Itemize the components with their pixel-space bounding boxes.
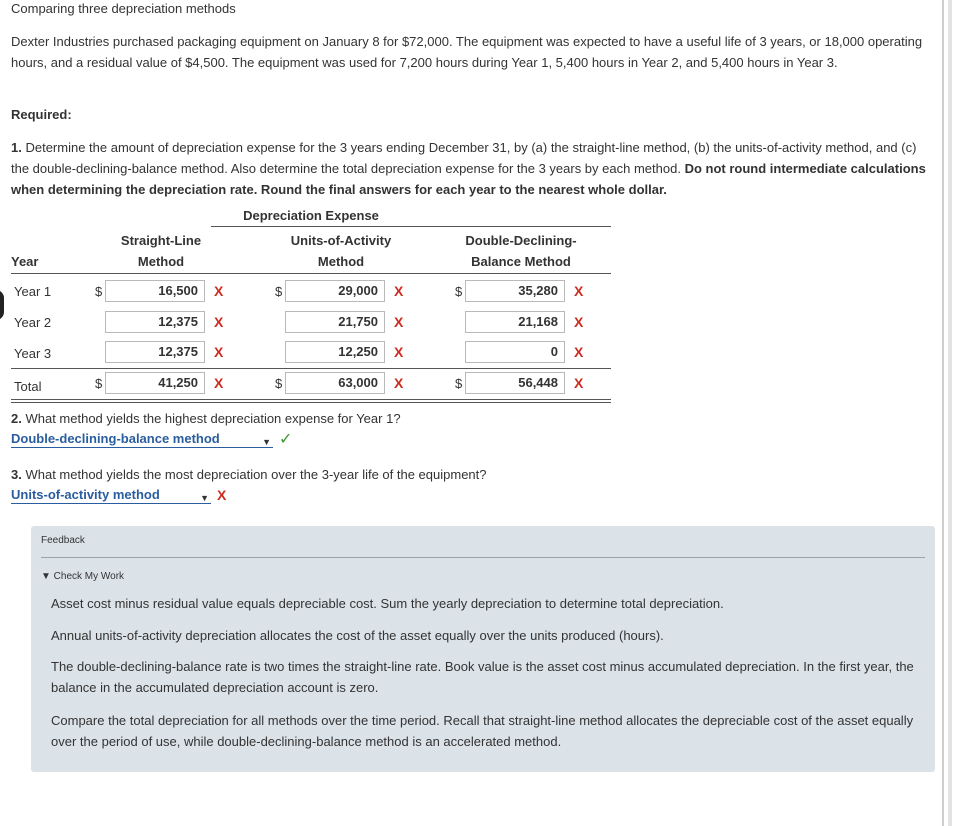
instruction-number: 1. xyxy=(11,140,22,155)
instruction-rounding-note: Do not round intermediate calculations when determining the depreciation rate. Round the final answers for each year to the nearest whole dollar. xyxy=(11,161,926,197)
incorrect-icon: X xyxy=(574,344,584,360)
dollar-sign: $ xyxy=(95,284,103,299)
question-3-text: What method yields the most depreciation over the 3-year life of the equipment? xyxy=(25,467,487,482)
check-my-work-toggle[interactable]: ▼ Check My Work xyxy=(41,571,125,582)
input-year3-units-of-activity[interactable]: 12,250 xyxy=(285,341,385,363)
input-total-units-of-activity[interactable]: 63,000 xyxy=(285,372,385,394)
table-title-rule xyxy=(211,226,611,227)
header-ddb-l2: Balance Method xyxy=(471,254,571,269)
chevron-down-icon: ▼ xyxy=(200,493,209,503)
feedback-divider xyxy=(41,557,925,558)
question-3-dropdown[interactable] xyxy=(11,487,211,504)
required-heading: Required: xyxy=(11,107,72,122)
total-double-rule-bottom xyxy=(11,402,611,403)
incorrect-icon: X xyxy=(214,375,224,391)
dollar-sign: $ xyxy=(275,376,283,391)
subtotal-rule xyxy=(11,368,611,369)
row-label-year-3: Year 3 xyxy=(14,346,52,361)
question-2-number: 2. xyxy=(11,411,22,426)
problem-statement: Dexter Industries purchased packaging equipment on January 8 for $72,000. The equipment was expected to have a useful life of 3 years, or 18,000 operating hours, and a residual value of $4,500. The equipment was used for 7,200 hours during Year 1, 5,400 hours in Year 2, and 5,400 hours in Year 3. xyxy=(11,34,923,70)
input-year1-straight-line[interactable]: 16,500 xyxy=(105,280,205,302)
input-total-double-declining[interactable]: 56,448 xyxy=(465,372,565,394)
header-rule xyxy=(11,273,611,274)
feedback-paragraph: The double-declining-balance rate is two times the straight-line rate. Book value is the asset cost minus accumulated depreciation. In the first year, the balance in the accumulated depreciation account is zero. xyxy=(51,659,914,695)
input-year2-double-declining[interactable]: 21,168 xyxy=(465,311,565,333)
header-units-of-activity xyxy=(261,230,421,272)
feedback-paragraph: Asset cost minus residual value equals depreciable cost. Sum the yearly depreciation to determine total depreciation. xyxy=(51,596,724,611)
header-straight-line-l2: Method xyxy=(137,254,185,269)
dollar-sign: $ xyxy=(95,376,103,391)
feedback-paragraph: Annual units-of-activity depreciation allocates the cost of the asset equally over the units produced (hours). xyxy=(51,628,664,643)
incorrect-icon: X xyxy=(574,314,584,330)
feedback-paragraph: Compare the total depreciation for all methods over the time period. Recall that straight-line method allocates the depreciable cost of the asset equally over the period of use, while double-declining-balance method is an accelerated method. xyxy=(51,713,914,749)
input-year2-straight-line[interactable]: 12,375 xyxy=(105,311,205,333)
instructions xyxy=(11,137,936,200)
problem-title: Comparing three depreciation methods xyxy=(11,1,236,16)
header-straight-line-l1: Straight-Line xyxy=(120,233,202,248)
question-3-number: 3. xyxy=(11,467,22,482)
dollar-sign: $ xyxy=(455,376,463,391)
input-year3-double-declining[interactable]: 0 xyxy=(465,341,565,363)
side-marker xyxy=(0,290,4,320)
scrollbar-track[interactable] xyxy=(948,0,952,826)
question-2-dropdown[interactable] xyxy=(11,431,273,448)
dollar-sign: $ xyxy=(455,284,463,299)
incorrect-icon: X xyxy=(394,314,404,330)
input-year3-straight-line[interactable]: 12,375 xyxy=(105,341,205,363)
question-2-answer: Double-declining-balance method xyxy=(11,431,220,446)
table-title: Depreciation Expense xyxy=(243,208,379,223)
incorrect-icon: X xyxy=(214,344,224,360)
header-units-l1: Units-of-Activity xyxy=(290,233,392,248)
header-ddb-l1: Double-Declining- xyxy=(465,233,577,248)
instruction-text: Determine the amount of depreciation expense for the 3 years ending December 31, by (a) the straight-line method, (b) the units-of-activity method, and (c) the double-declining-balance method. Also determine the total depreciation expense for the 3 years by each method. xyxy=(11,140,917,176)
question-2-text: What method yields the highest depreciation expense for Year 1? xyxy=(25,411,401,426)
incorrect-icon: X xyxy=(574,375,584,391)
total-double-rule-top xyxy=(11,399,611,400)
incorrect-icon: X xyxy=(214,283,224,299)
input-year1-double-declining[interactable]: 35,280 xyxy=(465,280,565,302)
dollar-sign: $ xyxy=(275,284,283,299)
row-label-year-2: Year 2 xyxy=(14,315,52,330)
incorrect-icon: X xyxy=(574,283,584,299)
incorrect-icon: X xyxy=(394,375,404,391)
incorrect-icon: X xyxy=(214,314,224,330)
chevron-down-icon: ▼ xyxy=(262,437,271,447)
header-units-l2: Method xyxy=(317,254,365,269)
feedback-label: Feedback xyxy=(41,535,85,546)
header-double-declining xyxy=(441,230,601,272)
incorrect-icon: X xyxy=(394,283,404,299)
question-3 xyxy=(11,467,487,482)
question-2 xyxy=(11,411,401,426)
feedback-panel xyxy=(31,526,935,772)
incorrect-icon: X xyxy=(217,487,227,503)
input-year2-units-of-activity[interactable]: 21,750 xyxy=(285,311,385,333)
question-3-answer: Units-of-activity method xyxy=(11,487,160,502)
header-straight-line xyxy=(81,230,241,272)
row-label-year-1: Year 1 xyxy=(14,284,52,299)
correct-check-icon: ✓ xyxy=(279,431,293,448)
year-header: Year xyxy=(11,254,39,269)
incorrect-icon: X xyxy=(394,344,404,360)
scrollbar[interactable] xyxy=(942,0,962,826)
row-label-total: Total xyxy=(14,379,42,394)
input-year1-units-of-activity[interactable]: 29,000 xyxy=(285,280,385,302)
input-total-straight-line[interactable]: 41,250 xyxy=(105,372,205,394)
